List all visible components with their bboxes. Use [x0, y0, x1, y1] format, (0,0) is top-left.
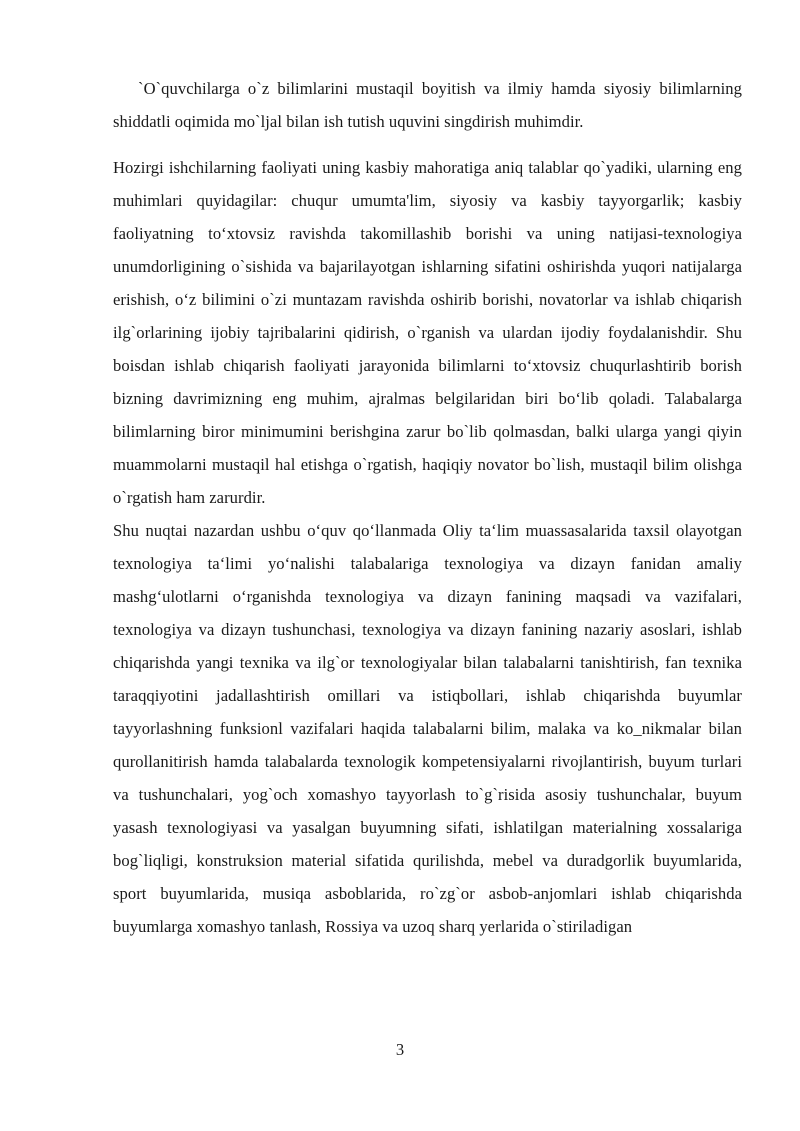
paragraph-intro: `O`quvchilarga o`z bilimlarini mustaqil boyitish va ilmiy hamda siyosiy bilimlarning shiddatli oqimida mo`ljal bilan ish tutish uquvini singdirish muhimdir.: [113, 79, 742, 131]
document-page: [113, 72, 742, 943]
paragraph-worker-requirements: Hozirgi ishchilarning faoliyati uning kasbiy mahoratiga aniq talablar qo`yadiki, ularning eng muhimlari quyidagilar: chuqur umumta'lim, siyosiy va kasbiy tayyorgarlik; kasbiy faoliyatning to‘xtovsiz ravishda takomillashib borishi va uning natijasi-texnologiya unumdorligining o`sishida va bajarilayotgan ishlarning sifatini oshirishda yuqori natijalarga erishish, o‘z bilimini o`zi muntazam ravishda oshirib borishi, novatorlar va ishlab chiqarish ilg`orlarining ijobiy tajribalarini qidirish, o`rganish va ulardan ijodiy foydalanishdir. Shu boisdan ishlab chiqarish faoliyati jarayonida bilimlarni to‘xtovsiz chuqurlashtirib borish bizning davrimizning eng muhim, ajralmas belgilaridan biri bo‘lib qoladi. Talabalarga bilimlarning biror minimumini berishgina zarur bo`lib qolmasdan, balki ularga yangi qiyin muammolarni mustaqil hal etishga o`rgatish, haqiqiy novator bo`lish, mustaqil bilim olishga o`rgatish ham zarurdir.: [113, 158, 742, 507]
paragraph-course-scope: Shu nuqtai nazardan ushbu o‘quv qo‘llanmada Oliy ta‘lim muassasalarida taxsil olayotgan texnologiya ta‘limi yo‘nalishi talabalariga texnologiya va dizayn fanidan amaliy mashg‘ulotlarni o‘rganishda texnologiya va dizayn fanining maqsadi va vazifalari, texnologiya va dizayn tushunchasi, texnologiya va dizayn fanining nazariy asoslari, ishlab chiqarishda yangi texnika va ilg`or texnologiyalar bilan talabalarni tanishtirish, fan texnika taraqqiyotini jadallashtirish omillari va istiqbollari, ishlab chiqarishda buyumlar tayyorlashning funksionl vazifalari haqida talabalarni bilim, malaka va ko_nikmalar bilan qurollanitirish hamda talabalarda texnologik kompetensiyalarni rivojlantirish, buyum turlari va tushunchalari, yog`och xomashyo tayyorlash to`g`risida asosiy tushunchalar, buyum yasash texnologiyasi va yasalgan buyumning sifati, ishlatilgan materialning xossalariga bog`liqligi, konstruksion material sifatida qurilishda, mebel va duradgorlik buyumlarida, sport buyumlarida, musiqa asboblarida, ro`zg`or asbob-anjomlari ishlab chiqarishda buyumlarga xomashyo tanlash, Rossiya va uzoq sharq yerlarida o`stiriladigan: [113, 521, 742, 936]
page-number: 3: [395, 1040, 405, 1059]
